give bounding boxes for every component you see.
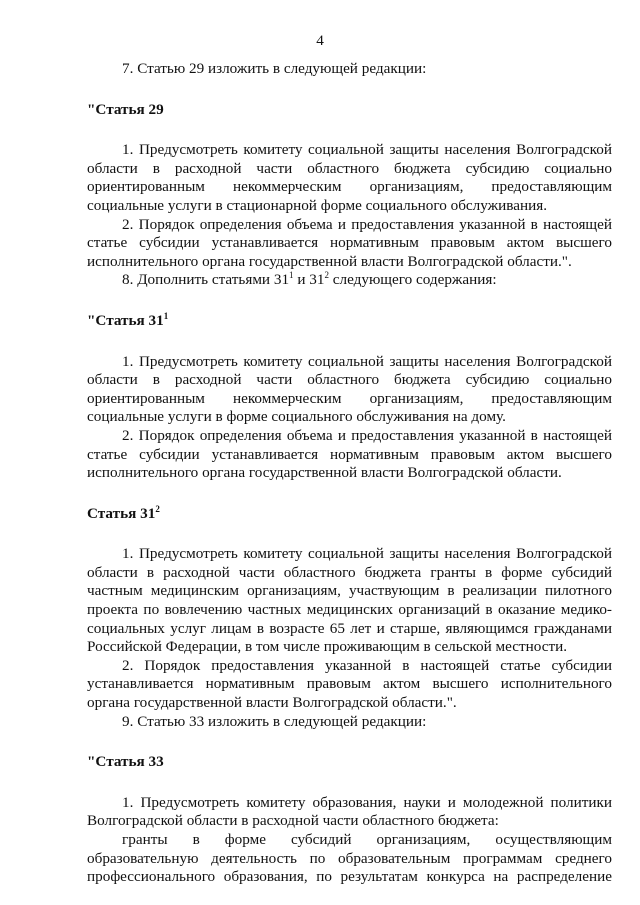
item-8-sup-2: 2 [324, 270, 329, 281]
item-8-text-b: и 31 [293, 271, 325, 289]
article-31-2-heading [87, 505, 612, 524]
article-33-clause-1: 1. Предусмотреть комитету образования, науки и молодежной политики Волгоградской области в расходной части областного бюджета: [87, 793, 612, 830]
item-8-text-a: 8. Дополнить статьями 31 [122, 271, 290, 289]
article-29-clause-1: 1. Предусмотреть комитету социальной защиты населения Волгоградской области в расходной части областного бюджета субсидию социально ориентированным некоммерческим организациям, предоставляющим социальные услуги в стационарной форме социального обслуживания. [87, 141, 612, 214]
article-31-2-clause-1: 1. Предусмотреть комитету социальной защиты населения Волгоградской области в расходной части областного бюджета гранты в форме субсидий частным медицинским организациям, участвующим в реализации пилотного проекта по вовлечению частных медицинских организаций в оказание медико-социальных услуг лицам в возрасте 65 лет и старше, являющимся гражданами Российской Федерации, в том числе проживающим в сельской местности. [87, 545, 612, 656]
article-31-1-title: "Статья 31 [87, 311, 164, 329]
article-31-1-heading [87, 312, 612, 331]
article-33-grants-paragraph: гранты в форме субсидий организациям, осуществляющим образовательную деятельность по образовательным программам среднего профессионального образования, по результатам конкурса на распределение [87, 831, 612, 886]
article-31-1-clause-2: 2. Порядок определения объема и предоставления указанной в настоящей статье субсидии устанавливается нормативным правовым актом высшего исполнительного органа государственной власти Волгоградской области. [87, 426, 612, 482]
amendment-item-7: 7. Статью 29 изложить в следующей редакции: [122, 60, 427, 77]
article-31-1-clause-1: 1. Предусмотреть комитету социальной защиты населения Волгоградской области в расходной части областного бюджета субсидию социально ориентированным некоммерческим организациям, предоставляющим социальные услуги в форме социального обслуживания на дому. [87, 352, 612, 426]
article-31-2-clause-2: 2. Порядок предоставления указанной в настоящей статье субсидии устанавливается нормативным правовым актом высшего исполнительного органа государственной власти Волгоградской области.". [87, 656, 612, 712]
item-8-text-c: следующего содержания: [328, 271, 497, 289]
article-29-heading: "Статья 29 [87, 100, 164, 118]
article-29-clause-2: 2. Порядок определения объема и предоставления указанной в настоящей статье субсидии устанавливается нормативным правовым актом высшего исполнительного органа государственной власти Волгоградской области.". [87, 215, 612, 270]
amendment-item-8 [87, 271, 612, 290]
document-body [87, 60, 612, 887]
article-31-1-sup: 1 [163, 310, 169, 321]
article-31-2-sup: 2 [155, 503, 160, 514]
article-33-heading: "Статья 33 [87, 753, 164, 771]
amendment-item-9: 9. Статью 33 изложить в следующей редакции: [122, 712, 427, 730]
article-31-2-title: Статья 31 [87, 504, 156, 522]
item-8-sup-1: 1 [289, 270, 294, 281]
page-number: 4 [316, 32, 324, 49]
